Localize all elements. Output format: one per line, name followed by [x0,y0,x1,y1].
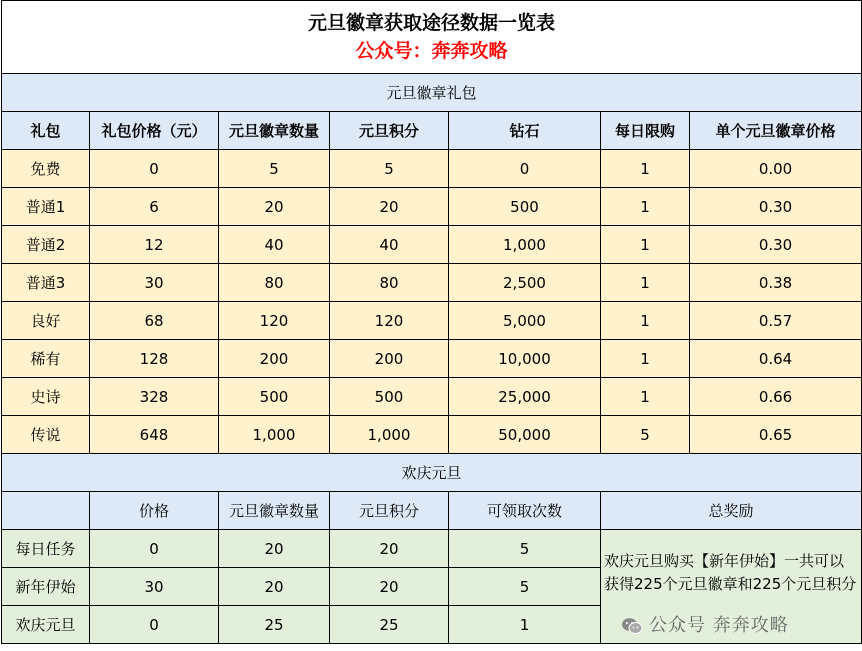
task-price-cell: 30 [90,568,219,606]
diamonds-cell: 50,000 [449,416,601,454]
section-title-packs: 元旦徽章礼包 [2,74,862,112]
column-header: 礼包价格（元） [90,112,219,150]
table-row [2,302,862,340]
column-header: 元旦积分 [330,112,449,150]
column-header: 礼包 [2,112,90,150]
table-title-cell [2,1,862,74]
total-reward-cell [601,530,862,644]
total-reward-note: 欢庆元旦购买【新年伊始】一共可以获得225个元旦徽章和225个元旦积分 [604,552,857,593]
unit-price-cell: 0.57 [690,302,862,340]
points-cell: 20 [330,188,449,226]
diamonds-cell: 5,000 [449,302,601,340]
pack-name-cell: 普通3 [2,264,90,302]
table-row [2,188,862,226]
unit-price-cell: 0.00 [690,150,862,188]
badge-count-cell: 25 [219,606,330,644]
diamonds-cell: 2,500 [449,264,601,302]
badge-count-cell: 20 [219,568,330,606]
points-cell: 80 [330,264,449,302]
column-header: 单个元旦徽章价格 [690,112,862,150]
points-cell: 200 [330,340,449,378]
daily-limit-cell: 1 [601,340,690,378]
diamonds-cell: 500 [449,188,601,226]
wechat-icon [621,617,643,635]
points-cell: 5 [330,150,449,188]
unit-price-cell: 0.30 [690,226,862,264]
task-name-cell: 每日任务 [2,530,90,568]
badge-data-table [1,0,862,644]
task-price-cell: 0 [90,606,219,644]
pack-name-cell: 普通1 [2,188,90,226]
pack-price-cell: 12 [90,226,219,264]
column-header: 钻石 [449,112,601,150]
table-row [2,226,862,264]
badge-count-cell: 5 [219,150,330,188]
daily-limit-cell: 1 [601,150,690,188]
celebrate-header-row [2,492,862,530]
page-subtitle: 公众号：奔奔攻略 [355,40,508,62]
points-cell: 20 [330,568,449,606]
table-row [2,378,862,416]
points-cell: 40 [330,226,449,264]
daily-limit-cell: 1 [601,264,690,302]
badge-count-cell: 80 [219,264,330,302]
column-header: 元旦徽章数量 [219,112,330,150]
task-name-cell: 新年伊始 [2,568,90,606]
task-name-cell: 欢庆元旦 [2,606,90,644]
diamonds-cell: 10,000 [449,340,601,378]
points-cell: 120 [330,302,449,340]
points-cell: 20 [330,530,449,568]
points-cell: 25 [330,606,449,644]
diamonds-cell: 0 [449,150,601,188]
column-header: 可领取次数 [449,492,601,530]
pack-price-cell: 128 [90,340,219,378]
pack-name-cell: 传说 [2,416,90,454]
pack-name-cell: 史诗 [2,378,90,416]
badge-count-cell: 1,000 [219,416,330,454]
daily-limit-cell: 1 [601,226,690,264]
pack-price-cell: 0 [90,150,219,188]
points-cell: 1,000 [330,416,449,454]
unit-price-cell: 0.66 [690,378,862,416]
claim-count-cell: 1 [449,606,601,644]
daily-limit-cell: 5 [601,416,690,454]
watermark-text: 公众号 奔奔攻略 [649,615,789,636]
column-header: 总奖励 [601,492,862,530]
pack-name-cell: 普通2 [2,226,90,264]
column-header: 价格 [90,492,219,530]
claim-count-cell: 5 [449,530,601,568]
table-row [2,150,862,188]
unit-price-cell: 0.38 [690,264,862,302]
badge-count-cell: 200 [219,340,330,378]
points-cell: 500 [330,378,449,416]
table-row [2,416,862,454]
badge-count-cell: 20 [219,188,330,226]
table-row [2,264,862,302]
daily-limit-cell: 1 [601,378,690,416]
badge-count-cell: 20 [219,530,330,568]
pack-price-cell: 648 [90,416,219,454]
claim-count-cell: 5 [449,568,601,606]
pack-price-cell: 6 [90,188,219,226]
page-title: 元旦徽章获取途径数据一览表 [308,12,556,34]
packs-header-row [2,112,862,150]
unit-price-cell: 0.30 [690,188,862,226]
column-header [2,492,90,530]
badge-count-cell: 500 [219,378,330,416]
badge-count-cell: 40 [219,226,330,264]
daily-limit-cell: 1 [601,188,690,226]
pack-price-cell: 68 [90,302,219,340]
pack-name-cell: 免费 [2,150,90,188]
pack-name-cell: 良好 [2,302,90,340]
table-row [2,340,862,378]
daily-limit-cell: 1 [601,302,690,340]
watermark [621,614,789,637]
pack-price-cell: 30 [90,264,219,302]
table-row [2,530,862,568]
unit-price-cell: 0.65 [690,416,862,454]
pack-price-cell: 328 [90,378,219,416]
diamonds-cell: 25,000 [449,378,601,416]
unit-price-cell: 0.64 [690,340,862,378]
diamonds-cell: 1,000 [449,226,601,264]
column-header: 每日限购 [601,112,690,150]
pack-name-cell: 稀有 [2,340,90,378]
section-title-celebrate: 欢庆元旦 [2,454,862,492]
column-header: 元旦徽章数量 [219,492,330,530]
column-header: 元旦积分 [330,492,449,530]
task-price-cell: 0 [90,530,219,568]
badge-count-cell: 120 [219,302,330,340]
